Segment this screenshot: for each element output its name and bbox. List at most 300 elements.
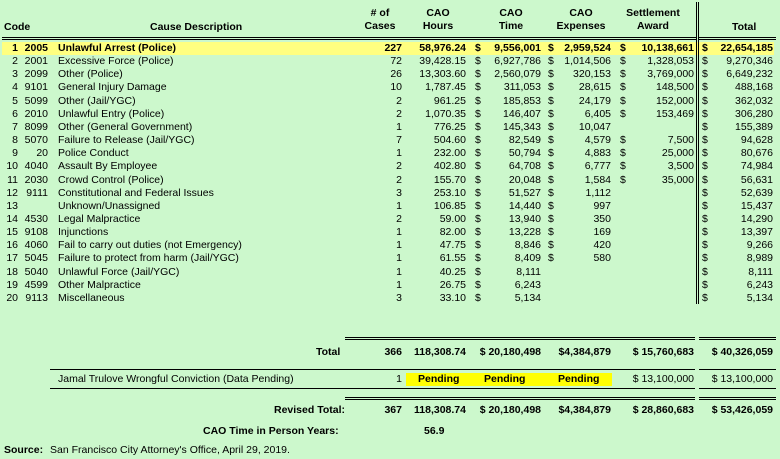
row-total: 8,111: [748, 265, 773, 278]
table-row: [0, 121, 780, 134]
row-description: Injunctions: [58, 226, 109, 239]
row-time: 6,243: [514, 278, 541, 291]
totals-rule-total-2: [699, 339, 776, 340]
row-description: Excessive Force (Police): [58, 55, 174, 68]
row-number: 16: [6, 239, 18, 252]
row-code: 4060: [24, 239, 48, 252]
dollar-time: $: [475, 252, 481, 265]
row-description: Crowd Control (Police): [58, 173, 164, 186]
row-total: 22,654,185: [720, 42, 773, 54]
row-hours: 39,428.15: [419, 55, 466, 68]
dollar-total: $: [702, 94, 708, 107]
row-time: 14,440: [508, 199, 541, 212]
row-expenses: 2,959,524: [564, 42, 611, 54]
total-hours: 118,308.74: [414, 346, 466, 358]
dollar-time: $: [475, 68, 481, 81]
trulove-rule-bottom-total: [699, 388, 776, 389]
row-total: 74,984: [740, 160, 773, 173]
dollar-time: $: [475, 239, 481, 252]
trulove-award: $ 13,100,000: [632, 373, 694, 385]
row-code: 4599: [24, 278, 48, 291]
row-expenses: 320,153: [573, 68, 611, 81]
person-years-value: 56.9: [424, 425, 445, 437]
dollar-expenses: $: [548, 68, 554, 81]
table-row: [0, 42, 780, 55]
row-total: 8,989: [746, 252, 773, 265]
trulove-label: Jamal Trulove Wrongful Conviction (Data Pending): [58, 373, 294, 385]
row-time: 8,409: [514, 252, 541, 265]
dollar-time: $: [475, 160, 481, 173]
row-expenses: 28,615: [578, 81, 611, 94]
row-cases: 26: [390, 68, 402, 81]
header-expenses-line2: Expenses: [556, 20, 606, 32]
dollar-expenses: $: [548, 160, 554, 173]
table-row: [0, 252, 780, 265]
header-award-line2: Award: [637, 20, 669, 32]
totals-rule: [345, 337, 695, 338]
row-number: 5: [12, 94, 18, 107]
row-code: 2030: [24, 173, 48, 186]
row-expenses: 4,579: [584, 134, 611, 147]
dollar-time: $: [475, 94, 481, 107]
row-time: 146,407: [503, 107, 541, 120]
header-award-line1: Settlement: [626, 7, 680, 19]
dollar-total: $: [702, 173, 708, 186]
row-expenses: 350: [593, 212, 611, 225]
row-time: 8,111: [516, 265, 541, 278]
row-total: 80,676: [740, 147, 773, 160]
row-code: [18, 200, 48, 213]
dollar-award: $: [620, 107, 626, 120]
row-description: Unlawful Entry (Police): [58, 107, 165, 120]
revised-rule-2: [345, 399, 695, 400]
row-description: Assault By Employee: [58, 160, 158, 173]
total-row: [0, 346, 780, 359]
row-time: 51,527: [508, 186, 541, 199]
dollar-time: $: [475, 265, 481, 278]
revised-rule-total: [699, 397, 776, 398]
row-description: Failure to Release (Jail/YGC): [58, 134, 195, 147]
row-code: 9108: [24, 226, 48, 239]
row-cases: 1: [396, 239, 402, 252]
table-row: [0, 160, 780, 173]
revised-cases: 367: [384, 404, 402, 416]
header-hours: [408, 7, 468, 33]
row-number: 4: [12, 81, 18, 94]
row-description: Legal Malpractice: [58, 212, 141, 225]
row-hours: 106.85: [433, 199, 466, 212]
row-number: 17: [6, 252, 18, 265]
row-hours: 1,070.35: [425, 107, 466, 120]
dollar-award: $: [620, 81, 626, 94]
row-description: Other Malpractice: [58, 278, 141, 291]
row-time: 311,053: [503, 81, 541, 94]
dollar-total: $: [702, 186, 708, 199]
total-award: $ 15,760,683: [632, 346, 694, 358]
row-code: 5070: [24, 134, 48, 147]
header-expenses-line1: CAO: [569, 7, 593, 19]
header-time: [478, 7, 544, 33]
dollar-total: $: [702, 226, 708, 239]
dollar-total: $: [702, 68, 708, 81]
source-label: Source:: [4, 444, 44, 456]
row-hours: 402.80: [433, 160, 466, 173]
dollar-expenses: $: [548, 226, 554, 239]
dollar-time: $: [475, 278, 481, 291]
dollar-total: $: [702, 291, 708, 304]
row-description: Unknown/Unassigned: [58, 199, 161, 212]
trulove-rule-top-total: [699, 369, 776, 370]
row-description: Failure to protect from harm (Jail/YGC): [58, 252, 239, 265]
row-time: 50,794: [508, 147, 541, 160]
row-code: 4530: [24, 212, 48, 225]
dollar-time: $: [475, 107, 481, 120]
row-time: 82,549: [508, 134, 541, 147]
row-cases: 1: [396, 278, 402, 291]
row-number: 20: [6, 291, 18, 304]
dollar-total: $: [702, 278, 708, 291]
row-award: 153,469: [656, 107, 694, 120]
row-expenses: [553, 279, 611, 292]
total-label: Total: [316, 346, 341, 358]
row-cases: 3: [396, 186, 402, 199]
header-cases: [355, 7, 405, 33]
table-row: [0, 108, 780, 121]
row-cases: 10: [390, 81, 402, 94]
row-number: 13: [6, 199, 18, 212]
table-row: [0, 200, 780, 213]
dollar-expenses: $: [548, 239, 554, 252]
row-total: 306,280: [735, 107, 773, 120]
dollar-time: $: [475, 147, 481, 160]
row-number: 12: [6, 186, 18, 199]
row-expenses: 10,047: [578, 120, 611, 133]
row-award: [625, 292, 694, 305]
row-description: Other (Jail/YGC): [58, 94, 136, 107]
row-total: 94,628: [740, 134, 773, 147]
table-row: [0, 95, 780, 108]
header-hours-line1: CAO: [426, 7, 450, 19]
dollar-total: $: [702, 81, 708, 94]
row-expenses: 24,179: [578, 94, 611, 107]
row-code: 9113: [25, 291, 48, 304]
table-row: [0, 292, 780, 305]
row-number: 11: [7, 173, 18, 186]
row-number: 6: [12, 107, 18, 120]
row-code: 9111: [26, 186, 48, 199]
row-code: 2005: [24, 42, 48, 54]
row-cases: 1: [396, 120, 402, 133]
row-hours: 82.00: [439, 226, 466, 239]
header-expenses: [548, 7, 614, 33]
row-hours: 33.10: [439, 291, 466, 304]
row-cases: 2: [396, 107, 402, 120]
dollar-time: $: [475, 199, 481, 212]
row-award: [625, 252, 694, 265]
total-total: $ 40,326,059: [711, 346, 773, 358]
row-time: 145,343: [503, 120, 541, 133]
table-row: [0, 81, 780, 94]
trulove-expenses-pending: Pending: [558, 373, 600, 385]
row-expenses: 580: [593, 252, 611, 265]
revised-time: $ 20,180,498: [479, 404, 541, 416]
row-time: 8,846: [514, 239, 541, 252]
dollar-expenses: $: [548, 81, 554, 94]
header-cases-line2: Cases: [364, 20, 396, 32]
dollar-total: $: [702, 120, 708, 133]
dollar-expenses: $: [548, 173, 554, 186]
row-award: 1,328,053: [647, 55, 694, 68]
row-hours: 47.75: [439, 239, 466, 252]
header-total: Total: [732, 21, 757, 33]
dollar-expenses: $: [548, 252, 554, 265]
row-total: 155,389: [735, 120, 773, 133]
dollar-award: $: [620, 68, 626, 81]
row-hours: 40.25: [439, 265, 466, 278]
dollar-expenses: $: [548, 147, 554, 160]
row-description: Constitutional and Federal Issues: [58, 186, 214, 199]
source-text: San Francisco City Attorney's Office, April 29, 2019.: [50, 444, 290, 456]
row-code: 9101: [24, 81, 48, 94]
row-total: 14,290: [740, 212, 773, 225]
row-award: [625, 239, 694, 252]
revised-hours: 118,308.74: [414, 404, 466, 416]
row-time: 6,927,786: [494, 55, 541, 68]
row-hours: 26.75: [439, 278, 466, 291]
row-number: 8: [12, 134, 18, 147]
row-cases: 1: [396, 252, 402, 265]
row-cases: 2: [396, 160, 402, 173]
trulove-cases: 1: [396, 373, 402, 385]
dollar-time: $: [475, 291, 481, 304]
row-cases: 3: [396, 291, 402, 304]
total-expenses: $4,384,879: [558, 346, 611, 358]
row-code: 5099: [24, 94, 48, 107]
row-hours: 961.25: [433, 94, 466, 107]
row-award: 7,500: [667, 134, 694, 147]
row-hours: 59.00: [439, 212, 466, 225]
row-expenses: 997: [593, 199, 611, 212]
row-award: 3,500: [667, 160, 694, 173]
row-cases: 2: [396, 94, 402, 107]
row-description: General Injury Damage: [58, 81, 167, 94]
dollar-time: $: [475, 226, 481, 239]
dollar-total: $: [702, 55, 708, 68]
dollar-total: $: [702, 42, 708, 54]
totals-rule-2: [345, 339, 695, 340]
dollar-total: $: [702, 265, 708, 278]
row-number: 7: [12, 120, 18, 133]
dollar-time: $: [475, 134, 481, 147]
row-total: 6,649,232: [726, 68, 773, 81]
row-number: 2: [12, 55, 18, 68]
row-number: 9: [12, 147, 18, 160]
row-award: [625, 266, 694, 279]
header-hours-line2: Hours: [422, 20, 454, 32]
dollar-expenses: $: [548, 186, 554, 199]
row-award: 25,000: [661, 147, 694, 160]
dollar-time: $: [475, 186, 481, 199]
revised-rule-total-2: [699, 399, 776, 400]
revised-rule: [345, 397, 695, 398]
row-code: 5040: [24, 265, 48, 278]
dollar-expenses: $: [548, 134, 554, 147]
row-hours: 61.55: [439, 252, 466, 265]
row-time: 13,940: [508, 212, 541, 225]
trulove-row: [0, 373, 780, 386]
dollar-total: $: [702, 107, 708, 120]
dollar-total: $: [702, 160, 708, 173]
header-code: Code: [4, 21, 31, 33]
row-cases: 1: [396, 147, 402, 160]
dollar-expenses: $: [548, 212, 554, 225]
dollar-time: $: [475, 120, 481, 133]
row-total: 52,639: [740, 186, 773, 199]
row-expenses: 6,405: [584, 107, 611, 120]
table-row: [0, 226, 780, 239]
row-total: 6,243: [746, 278, 773, 291]
dollar-total: $: [702, 252, 708, 265]
row-expenses: 1,112: [585, 186, 611, 199]
row-total: 9,266: [746, 239, 773, 252]
row-description: Unlawful Arrest (Police): [58, 42, 177, 54]
row-award: 35,000: [661, 173, 694, 186]
row-number: 10: [6, 160, 18, 173]
row-code: 2010: [24, 107, 48, 120]
row-cases: 2: [396, 173, 402, 186]
row-cases: 227: [384, 42, 402, 54]
table-row: [0, 239, 780, 252]
row-code: 5045: [24, 252, 48, 265]
row-code: 2001: [24, 55, 48, 68]
row-total: 362,032: [735, 94, 773, 107]
dollar-time: $: [475, 55, 481, 68]
table-row: [0, 68, 780, 81]
row-hours: 504.60: [433, 134, 466, 147]
row-time: 2,560,079: [494, 68, 541, 81]
dollar-award: $: [620, 134, 626, 147]
row-award: [625, 200, 694, 213]
row-award: [625, 121, 694, 134]
row-code: 20: [36, 147, 48, 160]
header-time-line1: CAO: [499, 7, 523, 19]
row-description: Police Conduct: [58, 147, 129, 160]
trulove-hours-pending: Pending: [418, 373, 460, 385]
revised-total-row: [0, 404, 780, 417]
row-description: Other (Police): [58, 68, 123, 81]
header-rule: [2, 37, 696, 38]
row-cases: 2: [396, 212, 402, 225]
trulove-rule-top: [50, 369, 695, 370]
dollar-award: $: [620, 147, 626, 160]
row-number: 15: [6, 226, 18, 239]
row-expenses: 169: [593, 226, 611, 239]
row-cases: 1: [396, 265, 402, 278]
dollar-award: $: [620, 173, 626, 186]
row-award: [625, 226, 694, 239]
row-total: 15,437: [740, 199, 773, 212]
total-cases: 366: [384, 346, 402, 358]
dollar-time: $: [475, 42, 481, 54]
row-expenses: 420: [593, 239, 611, 252]
dollar-time: $: [475, 173, 481, 186]
header-rule-2: [2, 39, 696, 40]
table-row: [0, 279, 780, 292]
trulove-total: $ 13,100,000: [711, 373, 773, 385]
header-time-line2: Time: [498, 20, 524, 32]
dollar-expenses: $: [548, 199, 554, 212]
revised-total: $ 53,426,059: [711, 404, 773, 416]
row-cases: 1: [396, 199, 402, 212]
trulove-rule-bottom: [50, 388, 695, 389]
table-row: [0, 147, 780, 160]
row-code: 2099: [24, 68, 48, 81]
dollar-expenses: $: [548, 42, 554, 54]
row-total: 5,134: [746, 291, 773, 304]
row-hours: 776.25: [433, 120, 466, 133]
dollar-expenses: $: [548, 94, 554, 107]
table-row: [0, 134, 780, 147]
table-row: [0, 187, 780, 200]
row-cases: 1: [396, 226, 402, 239]
row-expenses: 6,777: [584, 160, 611, 173]
header-rule-total: [699, 37, 776, 38]
dollar-expenses: $: [548, 120, 554, 133]
dollar-expenses: $: [548, 107, 554, 120]
row-hours: 1,787.45: [425, 81, 466, 94]
dollar-total: $: [702, 239, 708, 252]
row-award: 10,138,661: [641, 42, 694, 54]
source-row: [0, 444, 780, 457]
row-time: 185,853: [503, 94, 541, 107]
row-number: 3: [12, 68, 18, 81]
row-number: 1: [12, 42, 18, 54]
row-award: 148,500: [656, 81, 694, 94]
row-expenses: 1,014,506: [564, 55, 611, 68]
row-cases: 7: [396, 134, 402, 147]
row-description: Other (General Government): [58, 120, 193, 133]
revised-award: $ 28,860,683: [632, 404, 694, 416]
row-total: 56,631: [740, 173, 773, 186]
row-expenses: [553, 292, 611, 305]
header-rule-total-2: [699, 39, 776, 40]
table-row: [0, 213, 780, 226]
row-award: 152,000: [656, 94, 694, 107]
row-code: 8099: [24, 120, 48, 133]
dollar-time: $: [475, 81, 481, 94]
row-number: 19: [6, 278, 18, 291]
header-cause-description: Cause Description: [150, 21, 243, 33]
row-expenses: [553, 266, 611, 279]
table-row: [0, 55, 780, 68]
row-time: 9,556,001: [494, 42, 541, 54]
header-award: [616, 7, 690, 33]
row-number: 18: [6, 265, 18, 278]
row-hours: 253.10: [433, 186, 466, 199]
header-cases-line1: # of: [370, 7, 390, 19]
row-award: [625, 279, 694, 292]
total-time: $ 20,180,498: [479, 346, 541, 358]
row-code: 4040: [24, 160, 48, 173]
row-hours: 13,303.60: [419, 68, 466, 81]
row-time: 20,048: [508, 173, 541, 186]
dollar-total: $: [702, 134, 708, 147]
row-total: 9,270,346: [726, 55, 773, 68]
dollar-award: $: [620, 42, 626, 54]
row-description: Fail to carry out duties (not Emergency): [58, 239, 242, 252]
row-description: Unlawful Force (Jail/YGC): [58, 265, 180, 278]
row-time: 13,228: [508, 226, 541, 239]
